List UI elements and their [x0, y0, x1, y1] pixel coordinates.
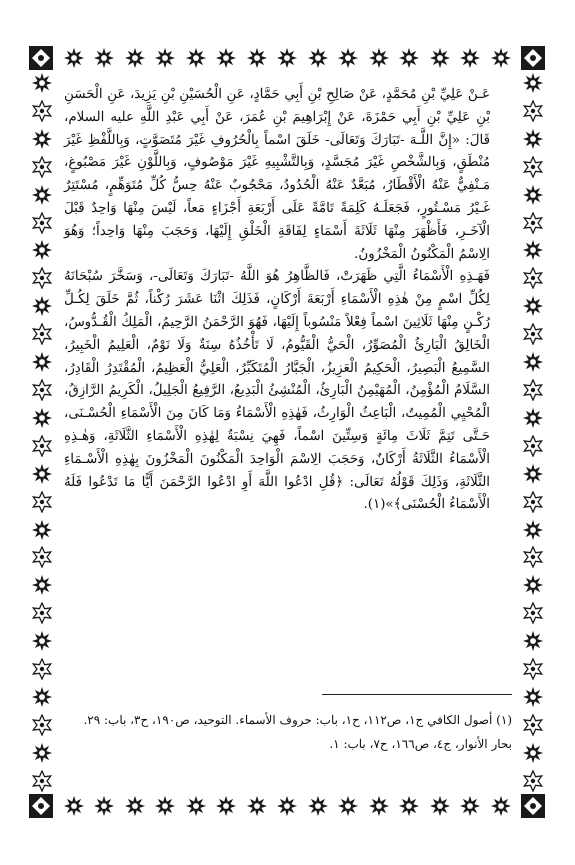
- rosette-ornament-icon: [185, 47, 207, 69]
- corner-ornament-icon: [28, 45, 54, 71]
- rosette-ornament-icon: [31, 463, 53, 485]
- star-ornament-icon: [522, 379, 544, 401]
- rosette-ornament-icon: [522, 351, 544, 373]
- star-ornament-icon: [522, 770, 544, 792]
- rosette-ornament-icon: [215, 795, 237, 817]
- rosette-ornament-icon: [522, 239, 544, 261]
- rosette-ornament-icon: [154, 47, 176, 69]
- rosette-ornament-icon: [337, 795, 359, 817]
- rosette-ornament-icon: [398, 47, 420, 69]
- star-ornament-icon: [31, 435, 53, 457]
- star-ornament-icon: [31, 100, 53, 122]
- rosette-ornament-icon: [307, 47, 329, 69]
- star-ornament-icon: [522, 323, 544, 345]
- rosette-ornament-icon: [522, 407, 544, 429]
- rosette-ornament-icon: [31, 742, 53, 764]
- rosette-ornament-icon: [368, 47, 390, 69]
- rosette-ornament-icon: [154, 795, 176, 817]
- corner-ornament-icon: [520, 793, 546, 819]
- rosette-ornament-icon: [522, 295, 544, 317]
- rosette-ornament-icon: [522, 72, 544, 94]
- star-ornament-icon: [31, 714, 53, 736]
- star-ornament-icon: [522, 714, 544, 736]
- rosette-ornament-icon: [63, 47, 85, 69]
- star-ornament-icon: [31, 212, 53, 234]
- rosette-ornament-icon: [31, 519, 53, 541]
- rosette-ornament-icon: [337, 47, 359, 69]
- star-ornament-icon: [522, 491, 544, 513]
- star-ornament-icon: [31, 323, 53, 345]
- star-ornament-icon: [522, 100, 544, 122]
- rosette-ornament-icon: [522, 574, 544, 596]
- rosette-ornament-icon: [522, 463, 544, 485]
- rosette-ornament-icon: [93, 795, 115, 817]
- rosette-ornament-icon: [124, 795, 146, 817]
- rosette-ornament-icon: [276, 795, 298, 817]
- rosette-ornament-icon: [31, 184, 53, 206]
- star-ornament-icon: [31, 379, 53, 401]
- star-ornament-icon: [522, 212, 544, 234]
- rosette-ornament-icon: [522, 128, 544, 150]
- bottom-ornament-border: [28, 792, 546, 820]
- rosette-ornament-icon: [522, 630, 544, 652]
- left-ornament-border: [30, 72, 54, 792]
- star-ornament-icon: [31, 267, 53, 289]
- rosette-ornament-icon: [276, 47, 298, 69]
- star-ornament-icon: [31, 491, 53, 513]
- star-ornament-icon: [31, 156, 53, 178]
- rosette-ornament-icon: [459, 47, 481, 69]
- right-ornament-border: [521, 72, 545, 792]
- rosette-ornament-icon: [398, 795, 420, 817]
- rosette-ornament-icon: [429, 47, 451, 69]
- star-ornament-icon: [522, 602, 544, 624]
- star-ornament-icon: [522, 267, 544, 289]
- star-ornament-icon: [31, 602, 53, 624]
- rosette-ornament-icon: [31, 574, 53, 596]
- rosette-ornament-icon: [63, 795, 85, 817]
- star-ornament-icon: [31, 770, 53, 792]
- rosette-ornament-icon: [522, 686, 544, 708]
- rosette-ornament-icon: [246, 47, 268, 69]
- footnote-1: (١) أصول الكافي ج١، ص١١٢، ح١، باب: حروف الأسماء. التوحيد، ص١٩٠، ح٣، باب: ٢٩. بحار الأنوار، ج٤، ص١٦٦، ح٧، باب: ١.: [83, 713, 512, 751]
- rosette-ornament-icon: [368, 795, 390, 817]
- rosette-ornament-icon: [31, 239, 53, 261]
- rosette-ornament-icon: [490, 795, 512, 817]
- star-ornament-icon: [522, 658, 544, 680]
- rosette-ornament-icon: [31, 686, 53, 708]
- rosette-ornament-icon: [246, 795, 268, 817]
- rosette-ornament-icon: [215, 47, 237, 69]
- rosette-ornament-icon: [459, 795, 481, 817]
- paragraph-names-explanation: فَهَـذِهِ الْأَسْمَاءُ الَّتِي ظَهَرَتْ، فَالظَّاهِرُ هُوَ اللَّهُ -تَبَارَكَ وَتَعَالَى-، وَسَخَّرَ سُبْحَانَهُ لِكُلِّ اسْمٍ مِنْ هٰذِهِ الْأَسْمَاءِ أَرْبَعَةَ أَرْكَانٍ، فَذَلِكَ اثْنَا عَشَرَ رُكْناً، ثُمَّ خَلَقَ لِكُـلِّ رُكْـنٍ مِنْهَا ثَلَاثِينَ اسْماً فِعْلاً مَنْسُوباً إِلَيْهَا، فَهُوَ الرَّحْمَنُ الرَّحِيمُ، الْمَلِكُ الْقُـدُّوسُ، الْخَالِقُ الْبَارِئُ الْمُصَوِّرُ، الْحَيُّ الْقَيُّومُ، لَا تَأْخُذُهُ سِنَةٌ وَلَا نَوْمٌ، الْعَلِيمُ الْخَبِيرُ، السَّمِيعُ الْبَصِيرُ، الْحَكِيمُ الْعَزِيزُ، الْجَبَّارُ الْمُتَكَبِّرُ، الْعَلِيُّ الْعَظِيمُ، الْمُقْتَدِرُ الْقَادِرُ، السَّلَامُ الْمُؤْمِنُ، الْمُهَيْمِنُ الْبَارِئُ، الْمُنْشِئُ الْبَدِيعُ، الرَّفِيعُ الْجَلِيلُ، الْكَرِيمُ الرَّازِقُ، الْمُحْيِي الْمُمِيتُ، الْبَاعِثُ الْوَارِثُ، فَهٰذِهِ الْأَسْمَاءُ وَمَا كَانَ مِنَ الْأَسْمَاءِ الْحُسْـنَى، حَـتَّى تَتِمَّ ثَلَاثَ مِائَةٍ وَسِتِّينَ اسْماً، فَهِيَ نِسْبَةٌ لِهٰذِهِ الْأَسْمَاءِ الثَّلَاثَةِ، وَهٰـذِهِ الْأَسْمَاءُ الثَّلَاثَةُ أَرْكَانٌ، وَحَجَبَ الِاسْمَ الْوَاحِدَ الْمَكْنُونَ الْمَخْزُونَ بِهٰذِهِ الْأَسْـمَاءِ الثَّلَاثَةِ، وَذَلِكَ قَوْلُهُ تَعَالَى: ﴿قُلِ ادْعُوا اللَّهَ أَوِ ادْعُوا الرَّحْمَنَ أَيًّا مَا تَدْعُوا فَلَهُ الْأَسْمَاءُ الْحُسْنَى﴾»(١).: [64, 269, 490, 513]
- rosette-ornament-icon: [429, 795, 451, 817]
- rosette-ornament-icon: [522, 519, 544, 541]
- rosette-ornament-icon: [185, 795, 207, 817]
- footnotes: [64, 708, 512, 756]
- star-ornament-icon: [522, 546, 544, 568]
- rosette-ornament-icon: [490, 47, 512, 69]
- rosette-ornament-icon: [31, 630, 53, 652]
- paragraph-hadith-chain: عَـنْ عَلِيِّ بْنِ مُحَمَّدٍ، عَنْ صَالِحِ بْنِ أَبِي حَمَّادٍ، عَنِ الْحُسَيْنِ بْنِ يَزِيدَ، عَنِ الْحَسَنِ بْنِ عَلِيِّ بْنِ أَبِي حَمْزَةَ، عَنْ إِبْرَاهِيمَ بْنِ عُمَرَ، عَنْ أَبِي عَبْدِ اللَّهِ عليه السلام، قَالَ: «إِنَّ اللَّـهَ -تَبَارَكَ وَتَعَالَى- خَلَقَ اسْماً بِالْحُرُوفِ غَيْرَ مُتَصَوَّتٍ، وَبِاللَّفْظِ غَيْرَ مُنْطَقٍ، وَبِالشَّخْصِ غَيْرَ مُجَسَّدٍ، وَبِالتَّشْبِيهِ غَيْرَ مَوْصُوفٍ، وَبِاللَّوْنِ غَيْرَ مَصْبُوغٍ، مَـنْفِيٌّ عَنْهُ الْأَقْطَارُ، مُبَعَّدٌ عَنْهُ الْحُدُودُ، مَحْجُوبٌ عَنْهُ حِسُّ كُلِّ مُتَوَهِّمٍ، مُسْتَتِرٌ غَـيْرُ مَسْـتُورٍ، فَجَعَلَـهُ كَلِمَةً تَامَّةً عَلَى أَرْبَعَةِ أَجْزَاءٍ مَعاً، لَيْسَ مِنْهَا وَاحِدٌ قَبْلَ الْآخَـرِ، فَأَظْهَرَ مِنْهَا ثَلَاثَةَ أَسْمَاءٍ لِفَاقَةِ الْخَلْقِ إِلَيْهَا، وَحَجَبَ مِنْهَا وَاحِداً؛ وَهُوَ الِاسْمُ الْمَكْنُونُ الْمَخْزُونُ.: [64, 87, 490, 262]
- rosette-ornament-icon: [522, 742, 544, 764]
- rosette-ornament-icon: [31, 351, 53, 373]
- corner-ornament-icon: [520, 45, 546, 71]
- star-ornament-icon: [522, 435, 544, 457]
- footnote-divider: [322, 694, 512, 695]
- star-ornament-icon: [522, 156, 544, 178]
- rosette-ornament-icon: [93, 47, 115, 69]
- rosette-ornament-icon: [307, 795, 329, 817]
- rosette-ornament-icon: [31, 128, 53, 150]
- corner-ornament-icon: [28, 793, 54, 819]
- rosette-ornament-icon: [31, 295, 53, 317]
- rosette-ornament-icon: [124, 47, 146, 69]
- rosette-ornament-icon: [522, 184, 544, 206]
- star-ornament-icon: [31, 658, 53, 680]
- top-ornament-border: [28, 44, 546, 72]
- rosette-ornament-icon: [31, 407, 53, 429]
- rosette-ornament-icon: [31, 72, 53, 94]
- star-ornament-icon: [31, 546, 53, 568]
- main-text: [64, 84, 512, 517]
